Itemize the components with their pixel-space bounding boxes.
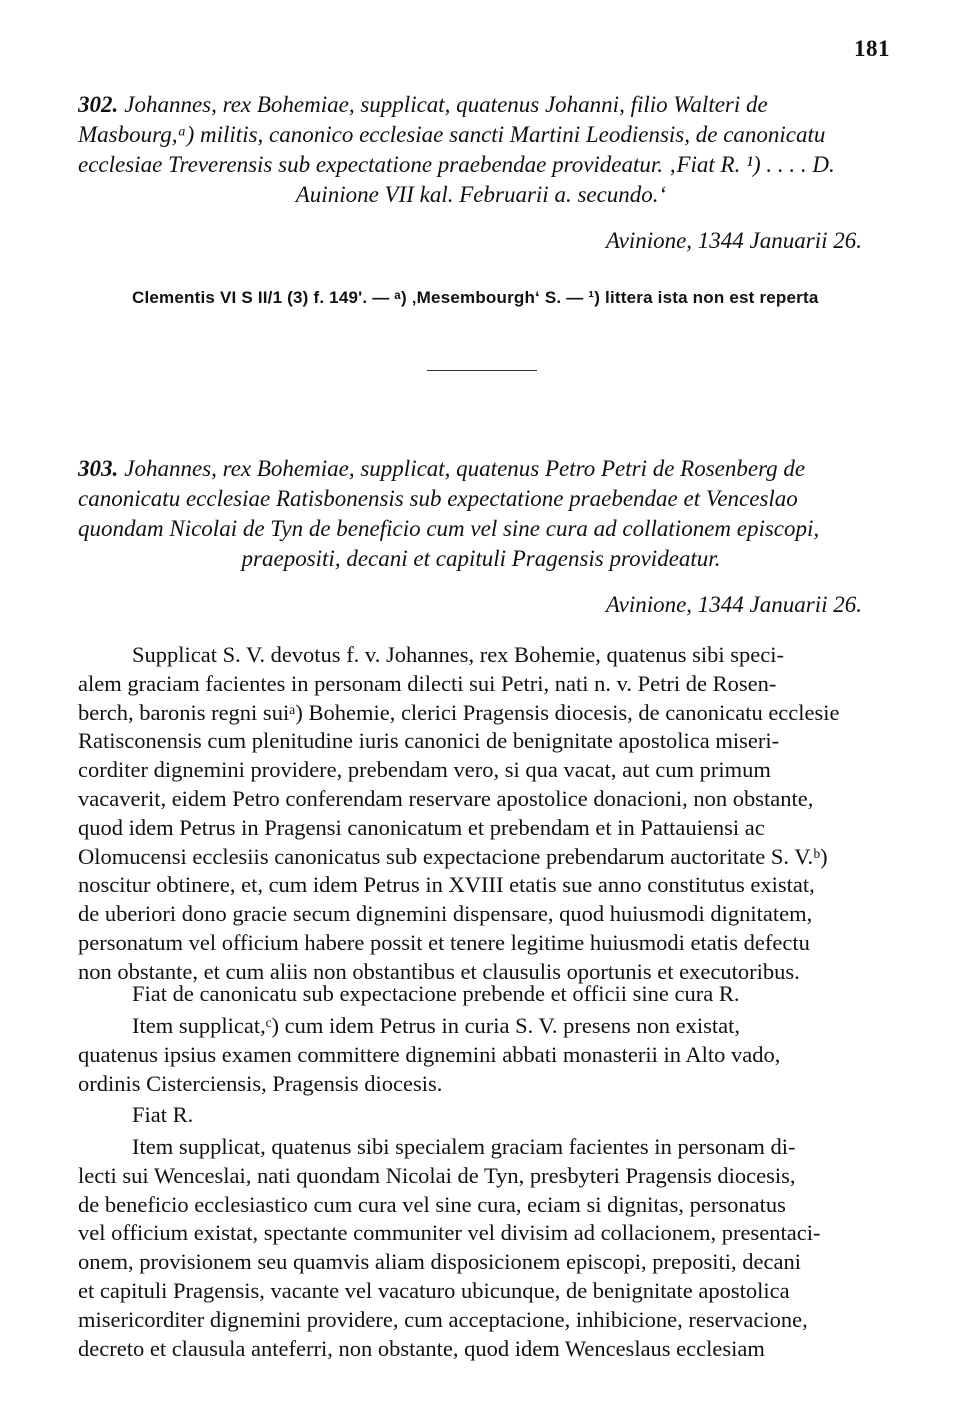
entry-302-line-3: ecclesiae Treverensis sub expectatione praebendae provideatur. ‚Fiat R. ¹) . . . . D. bbox=[78, 152, 835, 177]
text-line: Fiat de canonicatu sub expectacione prebende et officii sine cura R. bbox=[132, 981, 740, 1006]
text-line: onem, provisionem seu quamvis aliam disposicionem episcopi, prepositi, decani bbox=[78, 1249, 801, 1275]
entry-303-paragraph-1 bbox=[78, 641, 884, 987]
text-line: de beneficio ecclesiastico cum cura vel sine cura, eciam si dignitas, personatus bbox=[78, 1191, 786, 1217]
entry-303-summary bbox=[78, 454, 884, 574]
entry-302-line-2: Masbourg,ᵃ) militis, canonico ecclesiae sancti Martini Leodiensis, de canonicatu bbox=[78, 122, 826, 147]
text-line: corditer dignemini providere, prebendam vero, si qua vacat, aut cum primum bbox=[78, 757, 771, 783]
text-line: Item supplicat, quatenus sibi specialem graciam facientes in personam di- bbox=[132, 1134, 796, 1159]
page-number: 181 bbox=[854, 36, 890, 61]
text-line: et capituli Pragensis, vacante vel vacaturo ubicunque, de benignitate apostolica bbox=[78, 1277, 790, 1303]
entry-303-line-4: praepositi, decani et capituli Pragensis provideatur. bbox=[241, 546, 721, 571]
text-line: vel officium existat, spectante communiter vel divisim ad collacionem, presentaci- bbox=[78, 1220, 821, 1246]
entry-302-line-1: 302. Johannes, rex Bohemiae, supplicat, quatenus Johanni, filio Walteri de bbox=[78, 92, 768, 117]
entry-303-paragraph-4 bbox=[78, 1101, 884, 1130]
text-line: quatenus ipsius examen committere dignemini abbati monasterii in Alto vado, bbox=[78, 1041, 781, 1067]
entry-302-source-note: Clementis VI S II/1 (3) f. 149'. — ᵃ) ‚Mesembourgh‘ S. — ¹) littera ista non est reperta bbox=[132, 288, 819, 307]
entry-302-line-4: Auinione VII kal. Februarii a. secundo.‘ bbox=[295, 182, 667, 207]
entry-302-summary bbox=[78, 90, 884, 210]
entry-302-number: 302. bbox=[78, 92, 119, 117]
text-line: alem graciam facientes in personam dilecti sui Petri, nati n. v. Petri de Rosen- bbox=[78, 670, 777, 696]
entry-303-paragraph-5 bbox=[78, 1133, 884, 1363]
text-line: Ratisconensis cum plenitudine iuris canonici de benignitate apostolica miseri- bbox=[78, 728, 780, 754]
text-line: Item supplicat,ᶜ) cum idem Petrus in curia S. V. presens non existat, bbox=[132, 1013, 740, 1038]
text-line: decreto et clausula anteferri, non obstante, quod idem Wenceslaus ecclesiam bbox=[78, 1335, 765, 1361]
text-line: non obstante, et cum aliis non obstantibus et clausulis oportunis et executoribus. bbox=[78, 958, 800, 984]
text-line: Olomucensi ecclesiis canonicatus sub expectacione prebendarum auctoritate S. V.ᵇ) bbox=[78, 843, 828, 869]
entry-302-date: Avinione, 1344 Januarii 26. bbox=[605, 228, 862, 253]
text-line: Supplicat S. V. devotus f. v. Johannes, rex Bohemie, quatenus sibi speci- bbox=[132, 642, 785, 667]
entry-303-paragraph-2 bbox=[78, 980, 884, 1009]
entry-303-line-3: quondam Nicolai de Tyn de beneficio cum vel sine cura ad collationem episcopi, bbox=[78, 516, 820, 541]
entry-303-number: 303. bbox=[78, 456, 119, 481]
text-line: berch, baronis regni suiᵃ) Bohemie, clerici Pragensis diocesis, de canonicatu ecclesie bbox=[78, 699, 840, 725]
entry-303-line-2: canonicatu ecclesiae Ratisbonensis sub expectatione praebendae et Venceslao bbox=[78, 486, 798, 511]
text-line: ordinis Cisterciensis, Pragensis diocesis. bbox=[78, 1070, 443, 1096]
section-divider bbox=[427, 370, 537, 371]
text-line: noscitur obtinere, et, cum idem Petrus in XVIII etatis sue anno constitutus existat, bbox=[78, 872, 815, 898]
text-line: de uberiori dono gracie secum dignemini dispensare, quod huiusmodi dignitatem, bbox=[78, 901, 813, 927]
entry-303-line-1: 303. Johannes, rex Bohemiae, supplicat, quatenus Petro Petri de Rosenberg de bbox=[78, 456, 806, 481]
text-line: Fiat R. bbox=[132, 1102, 194, 1127]
text-line: lecti sui Wenceslai, nati quondam Nicolai de Tyn, presbyteri Pragensis diocesis, bbox=[78, 1162, 796, 1188]
text-line: personatum vel officium habere possit et tenere legitime huiusmodi etatis defectu bbox=[78, 929, 810, 955]
text-line: vacaverit, eidem Petro conferendam reservare apostolice donacioni, non obstante, bbox=[78, 785, 814, 811]
entry-303-paragraph-3 bbox=[78, 1012, 884, 1098]
entry-303-date: Avinione, 1344 Januarii 26. bbox=[605, 592, 862, 617]
text-line: quod idem Petrus in Pragensi canonicatum et prebendam et in Pattauiensi ac bbox=[78, 814, 765, 840]
text-line: misericorditer dignemini providere, cum acceptacione, inhibicione, reservacione, bbox=[78, 1306, 808, 1332]
